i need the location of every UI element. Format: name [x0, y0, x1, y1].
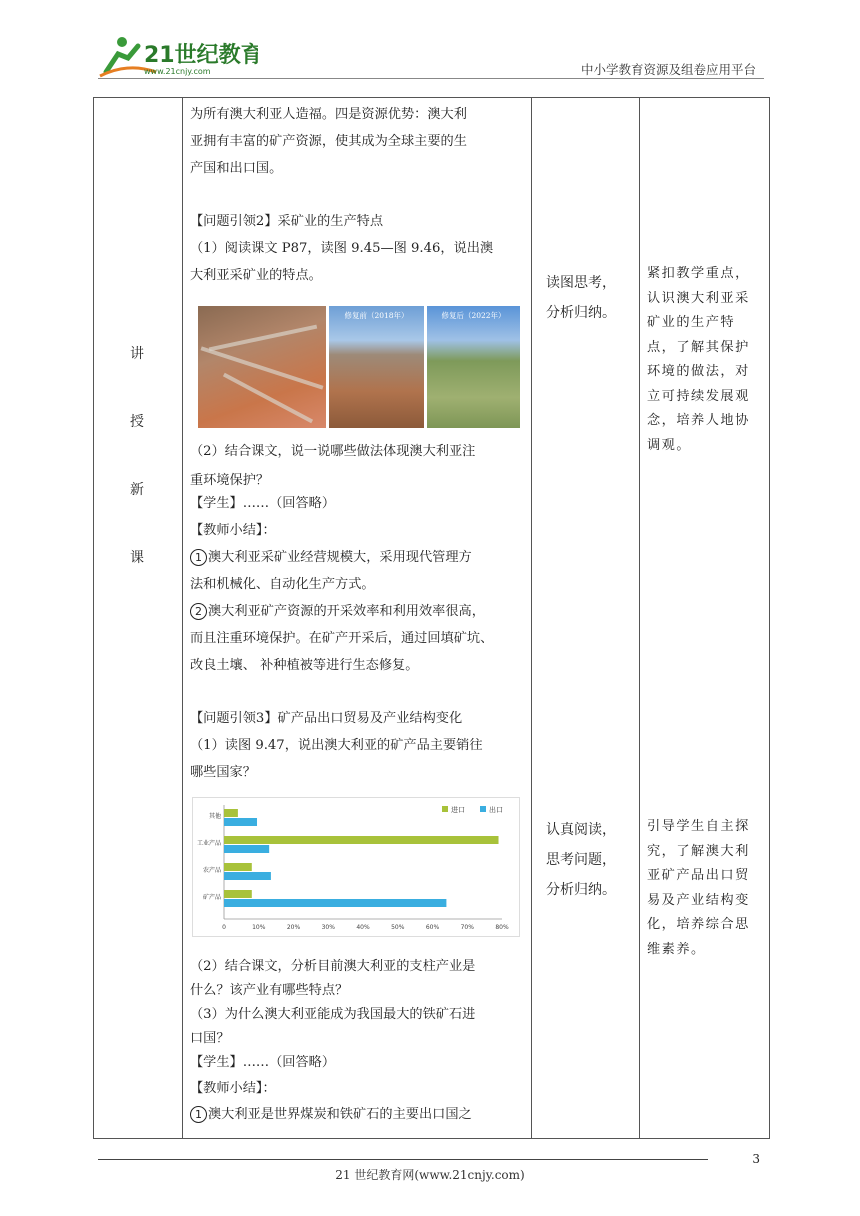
category-label: 工业产品 [196, 840, 221, 847]
text-line: 口国？ [190, 1031, 230, 1046]
side-label: 课 [130, 550, 144, 566]
intent-line: 调观。 [647, 437, 692, 453]
category-label: 其他 [208, 813, 221, 820]
bar-import [224, 863, 252, 871]
text-line: （2）结合课文，说一说哪些做法体现澳大利亚注 [190, 444, 476, 459]
category-label: 矿产品 [202, 894, 221, 901]
platform-name: 中小学教育资源及组卷应用平台 [580, 62, 756, 77]
text-line: 1 澳大利亚采矿业经营规模大，采用现代管理方 [190, 544, 526, 571]
intent-block-2 [647, 815, 759, 962]
activity-cell [532, 98, 640, 1139]
site-logo [98, 32, 258, 80]
text-line: （3）为什么澳大利亚能成为我国最大的铁矿石进 [190, 1007, 476, 1022]
x-tick-label: 70% [460, 924, 474, 931]
content-block-3 [190, 955, 526, 1127]
intent-line: 点，了解其保护 [647, 339, 750, 355]
page-number: 3 [752, 1152, 760, 1166]
side-label: 新 [130, 482, 144, 498]
bar-export [224, 845, 269, 853]
header-divider [98, 78, 764, 79]
mining-photos [198, 306, 520, 428]
text-line: 而且注重环境保护。在矿产开采后，通过回填矿坑、 [190, 631, 494, 646]
text-line: 为所有澳大利亚人造福。四是资源优势：澳大利 [190, 107, 467, 122]
bar-import [224, 809, 238, 817]
trade-bar-chart [192, 797, 520, 937]
intent-line: 念，培养人地协 [647, 413, 750, 428]
category-label: 农产品 [202, 867, 221, 874]
circled-number: 1 [190, 1106, 207, 1123]
intent-line: 引导学生自主探 [647, 819, 750, 834]
x-tick-label: 20% [286, 924, 301, 931]
section-cell [94, 98, 183, 1139]
bar-export [224, 899, 446, 907]
logo-url: www.21cnjy.com [144, 67, 211, 76]
text-line: 什么？该产业有哪些特点？ [190, 983, 349, 998]
legend-swatch [442, 806, 448, 812]
text-line: 大利亚采矿业的特点。 [190, 268, 322, 283]
intent-line: 亚矿产品出口贸 [647, 868, 750, 883]
x-tick-label: 60% [425, 924, 440, 931]
question-title: 【问题引领2】采矿业的生产特点 [190, 214, 384, 229]
photo-caption: 修复前（2018年） [344, 311, 409, 320]
footer-divider [98, 1159, 708, 1160]
intent-line: 认识澳大利亚采 [647, 290, 750, 306]
logo-text: 21世纪教育 [144, 43, 258, 68]
text-line: 亚拥有丰富的矿产资源，使其成为全球主要的生 [190, 134, 467, 149]
student-answer: 【学生】……（回答略） [190, 1055, 336, 1070]
activity-line: 分析归纳。 [546, 882, 616, 898]
mining-photo [198, 306, 326, 428]
activity-block-1 [546, 268, 626, 328]
after-restoration-photo [427, 306, 520, 428]
legend-label: 出口 [489, 806, 503, 814]
side-label: 讲 [130, 346, 144, 362]
bar-export [224, 818, 257, 826]
intent-line: 究，了解澳大利 [647, 843, 750, 859]
text-line: 1 澳大利亚是世界煤炭和铁矿石的主要出口国之 [190, 1103, 526, 1127]
circled-number: 2 [190, 603, 207, 620]
activity-block-2 [546, 815, 626, 905]
question-title: 【问题引领3】矿产品出口贸易及产业结构变化 [190, 711, 463, 726]
side-label: 授 [130, 414, 144, 430]
x-tick-label: 40% [356, 924, 370, 931]
x-tick-label: 50% [391, 924, 405, 931]
bar-import [224, 836, 499, 844]
intent-line: 紧扣教学重点， [647, 266, 750, 281]
text-line: （1）读图 9.47，说出澳大利亚的矿产品主要销往 [190, 738, 483, 753]
before-restoration-photo [329, 306, 424, 428]
text-line: （1）阅读课文 P87，读图 9.45—图 9.46，说出澳 [190, 241, 494, 256]
activity-line: 认真阅读， [546, 822, 616, 838]
x-tick-label: 0 [222, 924, 226, 931]
text-line: 哪些国家？ [190, 765, 256, 780]
intent-line: 环境的做法，对 [647, 364, 750, 379]
teacher-summary: 【教师小结】： [190, 523, 276, 538]
student-answer: 【学生】……（回答略） [190, 496, 336, 511]
intent-line: 化，培养综合思 [647, 917, 750, 932]
intent-block-1 [647, 262, 759, 458]
circled-number: 1 [190, 549, 207, 566]
content-block-2 [190, 438, 526, 786]
bar-import [224, 890, 252, 898]
text-line: 产国和出口国。 [190, 161, 283, 176]
text-line: 法和机械化、自动化生产方式。 [190, 577, 375, 592]
content-block-1 [190, 101, 526, 289]
intent-line: 维素养。 [647, 941, 706, 957]
activity-line: 分析归纳。 [546, 305, 616, 321]
x-tick-label: 80% [495, 924, 509, 931]
text-line: （2）结合课文，分析目前澳大利亚的支柱产业是 [190, 959, 476, 974]
photo-caption: 修复后（2022年） [441, 311, 506, 320]
text-line: 重环境保护？ [190, 473, 270, 488]
x-tick-label: 10% [252, 924, 266, 931]
text-line: 2 澳大利亚矿产资源的开采效率和利用效率很高， [190, 598, 526, 625]
activity-line: 思考问题， [546, 852, 616, 868]
bar-export [224, 872, 271, 880]
intent-cell [640, 98, 770, 1139]
intent-line: 矿业的生产特 [647, 315, 736, 330]
intent-line: 立可持续发展观 [647, 388, 750, 404]
teacher-summary: 【教师小结】： [190, 1081, 276, 1096]
footer-text: 21 世纪教育网(www.21cnjy.com) [335, 1168, 525, 1182]
legend-swatch [480, 806, 486, 812]
activity-line: 读图思考， [546, 275, 616, 291]
legend-label: 进口 [451, 806, 465, 814]
intent-line: 易及产业结构变 [647, 892, 750, 908]
x-tick-label: 30% [321, 924, 335, 931]
text-line: 改良土壤、 补种植被等进行生态修复。 [190, 658, 419, 673]
